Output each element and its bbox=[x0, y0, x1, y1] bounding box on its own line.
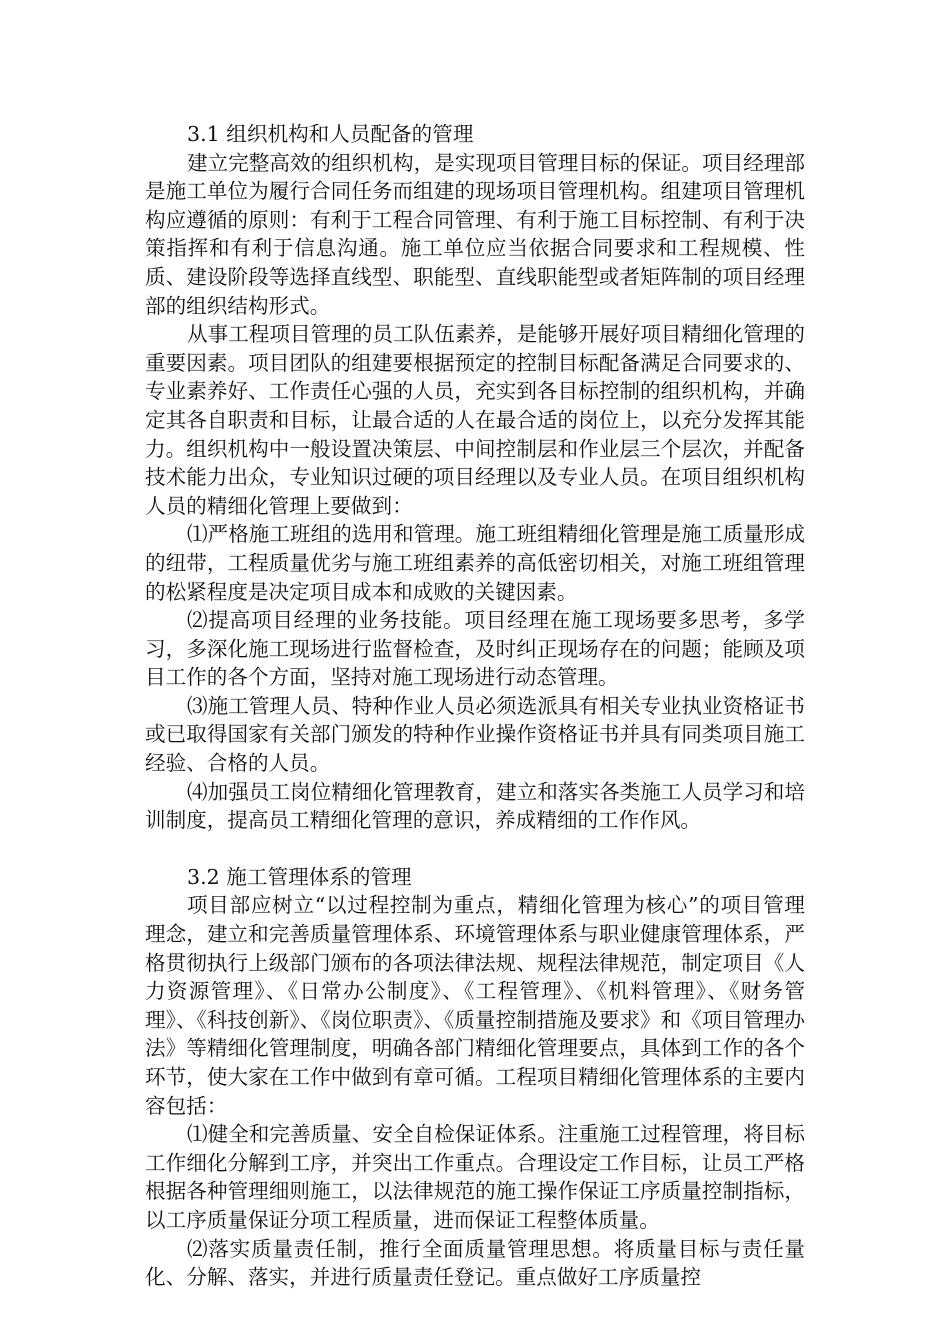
list-item-1: ⑴健全和完善质量、安全自检保证体系。注重施工过程管理，将目标工作细化分解到工序，并突出工作重点。合理设定工作目标，让员工严格根据各种管理细则施工，以法律规范的施工操作保证工序质量控制指标，以工序质量保证分项工程质量，进而保证工程整体质量。 bbox=[145, 1122, 805, 1232]
list-item-2: ⑵落实质量责任制，推行全面质量管理思想。将质量目标与责任量化、分解、落实，并进行质量责任登记。重点做好工序质量控 bbox=[145, 1236, 805, 1290]
paragraph-team-quality: 从事工程项目管理的员工队伍素养，是能够开展好项目精细化管理的重要因素。项目团队的组建要根据预定的控制目标配备满足合同要求的、专业素养好、工作责任心强的人员，充实到各目标控制的组织机构，并确定其各自职责和目标，让最合适的人在最合适的岗位上，以充分发挥其能力。组织机构中一般设置决策层、中间控制层和作业层三个层次，并配备技术能力出众，专业知识过硬的项目经理以及专业人员。在项目组织机构人员的精细化管理上要做到： bbox=[145, 322, 805, 518]
document-page bbox=[145, 120, 805, 1292]
paragraph-intro-organization: 建立完整高效的组织机构，是实现项目管理目标的保证。项目经理部是施工单位为履行合同任务而组建的现场项目管理机构。组建项目管理机构应遵循的原则：有利于工程合同管理、有利于施工目标控制、有利于决策指挥和有利于信息沟通。施工单位应当依据合同要求和工程规模、性质、建设阶段等选择直线型、职能型、直线职能型或者矩阵制的项目经理部的组织结构形式。 bbox=[145, 150, 805, 318]
list-item-4: ⑷加强员工岗位精细化管理教育，建立和落实各类施工人员学习和培训制度，提高员工精细化管理的意识，养成精细的工作作风。 bbox=[145, 779, 805, 833]
section-heading-3-1: 3.1 组织机构和人员配备的管理 bbox=[187, 122, 474, 146]
list-item-3: ⑶施工管理人员、特种作业人员必须选派具有相关专业执业资格证书或已取得国家有关部门颁发的特种作业操作资格证书并具有同类项目施工经验、合格的人员。 bbox=[145, 693, 805, 776]
section-spacer bbox=[145, 835, 805, 863]
list-item-1: ⑴严格施工班组的选用和管理。施工班组精细化管理是施工质量形成的纽带，工程质量优劣与施工班组素养的高低密切相关，对施工班组管理的松紧程度是决定项目成本和成败的关键因素。 bbox=[145, 522, 805, 604]
paragraph-management-system: 项目部应树立“以过程控制为重点，精细化管理为核心”的项目管理理念，建立和完善质量管理体系、环境管理体系与职业健康管理体系，严格贯彻执行上级部门颁布的各项法律法规、规程法律规范，制定项目《人力资源管理》、《日常办公制度》、《工程管理》、《机料管理》、《财务管理》、《科技创新》、《岗位职责》、《质量控制措施及要求》和《项目管理办法》等精细化管理制度，明确各部门精细化管理要点，具体到工作的各个环节，使大家在工作中做到有章可循。工程项目精细化管理体系的主要内容包括： bbox=[145, 893, 805, 1118]
list-item-2: ⑵提高项目经理的业务技能。项目经理在施工现场要多思考，多学习，多深化施工现场进行监督检查，及时纠正现场存在的问题；能顾及项目工作的各个方面，坚持对施工现场进行动态管理。 bbox=[145, 608, 805, 690]
section-heading-3-2: 3.2 施工管理体系的管理 bbox=[187, 864, 412, 889]
